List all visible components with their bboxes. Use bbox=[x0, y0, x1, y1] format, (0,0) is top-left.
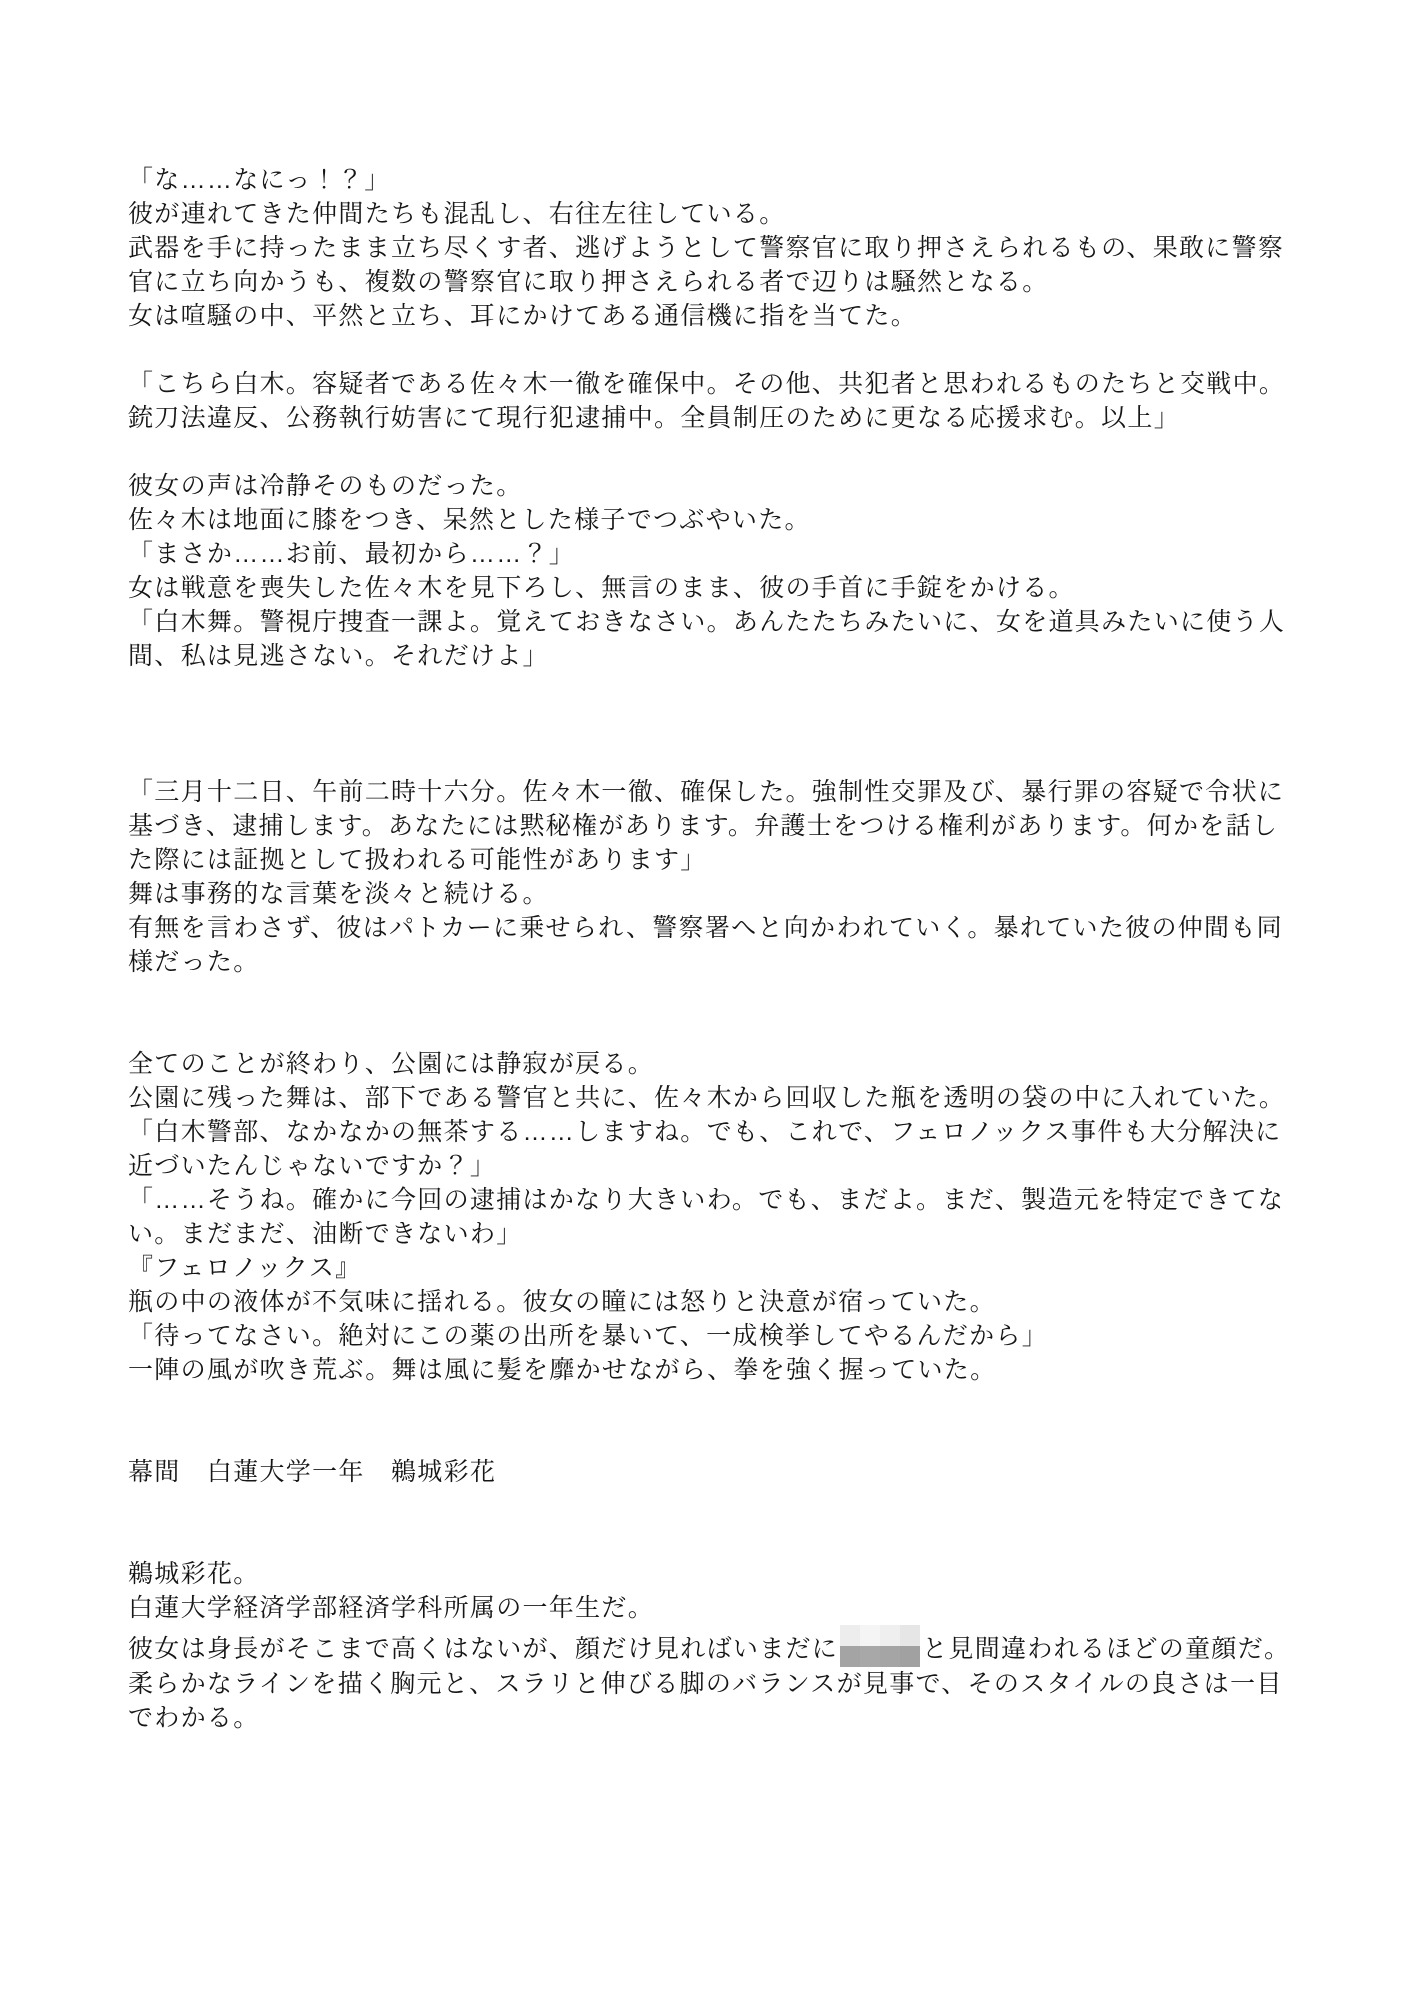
text-line bbox=[128, 1625, 1296, 1667]
blank-line bbox=[128, 333, 1296, 367]
text-line: 『フェロノックス』 bbox=[128, 1254, 362, 1282]
text-line: 「な……なにっ！？」 bbox=[128, 166, 391, 194]
text-line: 彼が連れてきた仲間たちも混乱し、右往左往している。 bbox=[128, 200, 786, 228]
text-line: 公園に残った舞は、部下である警官と共に、佐々木から回収した瓶を透明の袋の中に入れていた。 bbox=[128, 1084, 1286, 1112]
blank-line bbox=[128, 1013, 1296, 1047]
blank-line bbox=[128, 707, 1296, 741]
text-line: 「……そうね。確かに今回の逮捕はかなり大きいわ。でも、まだよ。まだ、製造元を特定できてない。まだまだ、油断できないわ」 bbox=[128, 1186, 1285, 1248]
text-line: 「まさか……お前、最初から……？」 bbox=[128, 540, 576, 568]
text-line: 武器を手に持ったまま立ち尽くす者、逃げようとして警察官に取り押さえられるもの、果敢に警察官に立ち向かうも、複数の警察官に取り押さえられる者で辺りは騒然となる。 bbox=[128, 234, 1285, 296]
text-line: 彼女の声は冷静そのものだった。 bbox=[128, 472, 523, 500]
blank-line bbox=[128, 741, 1296, 775]
blank-line bbox=[128, 1421, 1296, 1455]
text-line: 女は戦意を喪失した佐々木を見下ろし、無言のまま、彼の手首に手錠をかける。 bbox=[128, 574, 1075, 602]
text-line: 舞は事務的な言葉を淡々と続ける。 bbox=[128, 880, 549, 908]
text-line: 「三月十二日、午前二時十六分。佐々木一徹、確保した。強制性交罪及び、暴行罪の容疑で令状に基づき、逮捕します。あなたには黙秘権があります。弁護士をつける権利があります。何かを話した際には証拠として扱われる可能性があります」 bbox=[128, 778, 1285, 874]
text-line: 白蓮大学経済学部経済学科所属の一年生だ。 bbox=[128, 1594, 655, 1622]
censored-mosaic-patch bbox=[840, 1625, 920, 1667]
blank-line bbox=[128, 1489, 1296, 1523]
text-line: 有無を言わさず、彼はパトカーに乗せられ、警察署へと向かわれていく。暴れていた彼の仲間も同様だった。 bbox=[128, 914, 1283, 976]
text-segment: 彼女は身長がそこまで高くはないが、顔だけ見ればいまだに bbox=[128, 1635, 839, 1663]
blank-line bbox=[128, 435, 1296, 469]
text-line: 「こちら白木。容疑者である佐々木一徹を確保中。その他、共犯者と思われるものたちと交戦中。銃刀法違反、公務執行妨害にて現行犯逮捕中。全員制圧のために更なる応援求む。以上」 bbox=[128, 370, 1286, 432]
section-heading: 幕間 白蓮大学一年 鵜城彩花 bbox=[128, 1458, 497, 1486]
blank-line bbox=[128, 1523, 1296, 1557]
blank-line bbox=[128, 979, 1296, 1013]
text-segment: と見間違われるほどの童顔だ。 bbox=[922, 1635, 1291, 1663]
text-line: 「待ってなさい。絶対にこの薬の出所を暴いて、一成検挙してやるんだから」 bbox=[128, 1322, 1049, 1350]
text-line: 鵜城彩花。 bbox=[128, 1560, 260, 1588]
text-line: 女は喧騒の中、平然と立ち、耳にかけてある通信機に指を当てた。 bbox=[128, 302, 918, 330]
blank-line bbox=[128, 673, 1296, 707]
blank-line bbox=[128, 1387, 1296, 1421]
story-text bbox=[128, 163, 1296, 1735]
text-line: 「白木舞。警視庁捜査一課よ。覚えておきなさい。あんたたちみたいに、女を道具みたいに使う人間、私は見逃さない。それだけよ」 bbox=[128, 608, 1286, 670]
text-line: 瓶の中の液体が不気味に揺れる。彼女の瞳には怒りと決意が宿っていた。 bbox=[128, 1288, 996, 1316]
text-line: 全てのことが終わり、公園には静寂が戻る。 bbox=[128, 1050, 655, 1078]
text-line: 一陣の風が吹き荒ぶ。舞は風に髪を靡かせながら、拳を強く握っていた。 bbox=[128, 1356, 997, 1384]
text-line: 佐々木は地面に膝をつき、呆然とした様子でつぶやいた。 bbox=[128, 506, 811, 534]
text-line: 「白木警部、なかなかの無茶する……しますね。でも、これで、フェロノックス事件も大分解決に近づいたんじゃないですか？」 bbox=[128, 1118, 1282, 1180]
text-line: 柔らかなラインを描く胸元と、スラリと伸びる脚のバランスが見事で、そのスタイルの良さは一目でわかる。 bbox=[128, 1670, 1283, 1732]
